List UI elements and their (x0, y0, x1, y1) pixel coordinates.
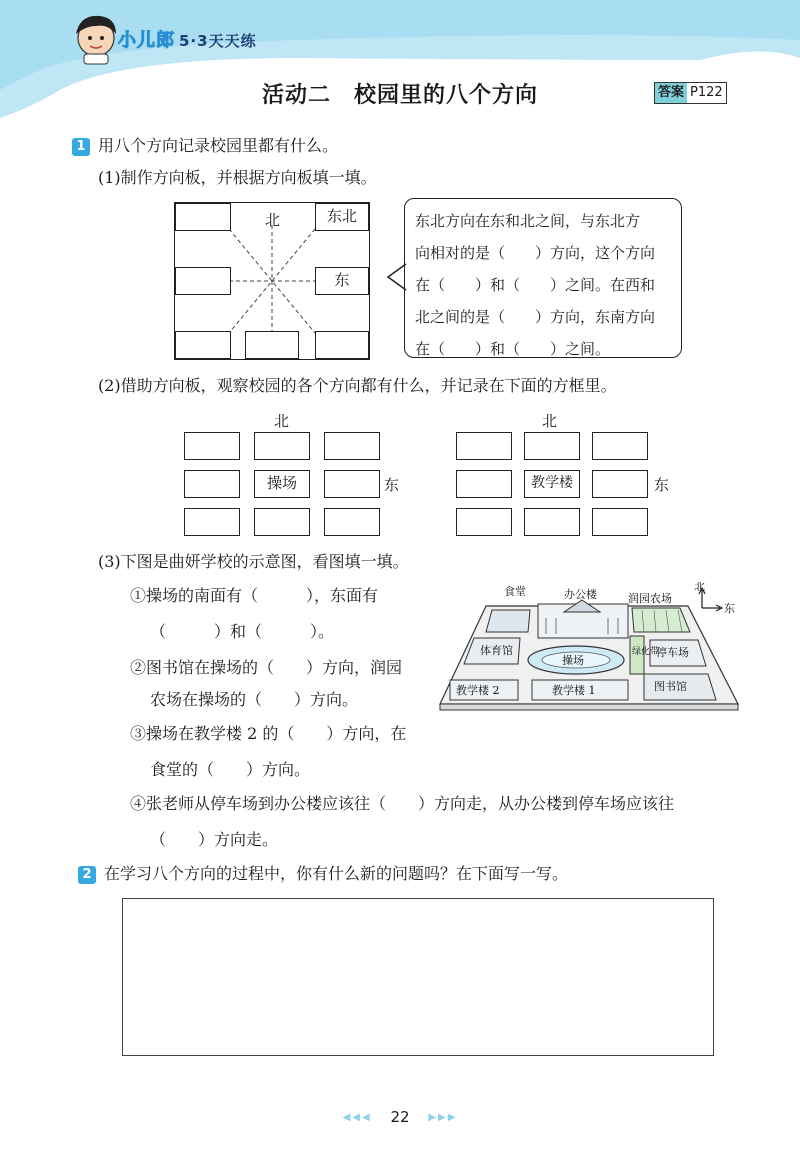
grid2-cell-e[interactable] (592, 470, 648, 498)
board-cell-east: 东 (315, 267, 369, 295)
brand-name: 小儿郎 (118, 30, 175, 51)
school-map-illustration (436, 582, 746, 722)
map-label-teaching-2: 教学楼 2 (456, 684, 500, 697)
bubble-line: 向相对的是（ ）方向，这个方向 (415, 244, 656, 262)
grid1-cell-sw[interactable] (184, 508, 240, 536)
bubble-line: 北之间的是（ ）方向，东南方向 (415, 308, 656, 326)
grid2-cell-n[interactable] (524, 432, 580, 460)
direction-grid-2 (456, 410, 676, 540)
grid2-cell-se[interactable] (592, 508, 648, 536)
grid1-cell-ne[interactable] (324, 432, 380, 460)
grid2-cell-ne[interactable] (592, 432, 648, 460)
grid2-cell-nw[interactable] (456, 432, 512, 460)
page-title: 活动二 校园里的八个方向 (261, 83, 538, 108)
bubble-line: 在（ ）和（ ）之间。 (415, 340, 611, 358)
board-cell-west[interactable] (175, 267, 231, 295)
part3-item-line: ③操场在教学楼 2 的（ ）方向，在 (130, 724, 407, 743)
board-cell-southwest[interactable] (175, 331, 231, 359)
map-compass-north: 北 (694, 582, 705, 593)
question-2-text: 在学习八个方向的过程中，你有什么新的问题吗？在下面写一写。 (104, 864, 569, 883)
question-1-text: 用八个方向记录校园里都有什么。 (98, 136, 339, 155)
map-label-gym: 体育馆 (480, 644, 513, 657)
direction-grid-1 (184, 410, 404, 540)
question-2 (78, 864, 568, 884)
board-label-north: 北 (265, 211, 281, 229)
school-map (436, 582, 746, 722)
fill-in-bubble (404, 198, 682, 358)
map-compass-east: 东 (724, 602, 735, 615)
part3-item-line: 农场在操场的（ ）方向。 (150, 690, 359, 709)
answer-reference (654, 82, 727, 104)
page-number: 22 (390, 1108, 410, 1126)
grid1-cell-n[interactable] (254, 432, 310, 460)
q1-part1-text: (1)制作方向板，并根据方向板填一填。 (98, 168, 377, 187)
bubble-line: 在（ ）和（ ）之间。在西和 (415, 276, 656, 294)
q1-part2-text: (2)借助方向板，观察校园的各个方向都有什么，并记录在下面的方框里。 (98, 376, 617, 395)
map-label-canteen: 食堂 (504, 585, 526, 598)
grid1-cell-w[interactable] (184, 470, 240, 498)
map-label-parking: 停车场 (656, 646, 689, 659)
board-cell-southeast[interactable] (315, 331, 369, 359)
question-1 (72, 136, 338, 156)
direction-board (174, 202, 370, 360)
right-arrows-icon: ▶▶▶ (428, 1112, 458, 1123)
map-label-teaching-1: 教学楼 1 (552, 684, 596, 697)
board-cell-northeast: 东北 (315, 203, 369, 231)
part3-item-line: 食堂的（ ）方向。 (150, 760, 311, 779)
grid1-cell-e[interactable] (324, 470, 380, 498)
map-label-farm: 润园农场 (628, 592, 672, 605)
grid1-cell-s[interactable] (254, 508, 310, 536)
brand-logo (118, 26, 257, 52)
part3-item-line: （ ）和（ ）。 (150, 622, 335, 641)
map-label-greenbelt: 绿化带 (632, 647, 660, 657)
grid2-cell-s[interactable] (524, 508, 580, 536)
map-label-office: 办公楼 (564, 588, 597, 601)
part3-item-line: ④张老师从停车场到办公楼应该往（ ）方向走，从办公楼到停车场应该往 (130, 794, 675, 813)
answer-page: P122 (690, 85, 723, 100)
grid2-cell-w[interactable] (456, 470, 512, 498)
q1-part3-text: (3)下图是曲妍学校的示意图，看图填一填。 (98, 552, 409, 571)
grid2-label-east: 东 (654, 476, 670, 494)
grid2-cell-center: 教学楼 (524, 470, 580, 498)
grid1-cell-se[interactable] (324, 508, 380, 536)
map-label-playground: 操场 (562, 654, 584, 667)
grid1-label-east: 东 (384, 476, 400, 494)
part3-item-line: （ ）方向走。 (150, 830, 279, 849)
grid2-label-north: 北 (542, 412, 558, 430)
answer-writing-box[interactable] (122, 898, 714, 1056)
grid1-cell-center: 操场 (254, 470, 310, 498)
left-arrows-icon: ◀◀◀ (342, 1112, 372, 1123)
map-label-library: 图书馆 (654, 680, 687, 693)
grid1-cell-nw[interactable] (184, 432, 240, 460)
grid2-cell-sw[interactable] (456, 508, 512, 536)
board-cell-northwest[interactable] (175, 203, 231, 231)
part3-item-line: ①操场的南面有（ ），东面有 (130, 586, 379, 605)
answer-label: 答案 (655, 83, 687, 103)
question-number-badge: 1 (72, 138, 90, 156)
board-cell-south[interactable] (245, 331, 299, 359)
part3-item-line: ②图书馆在操场的（ ）方向，润园 (130, 658, 403, 677)
bubble-line: 东北方向在东和北之间，与东北方 (415, 212, 641, 230)
grid1-label-north: 北 (274, 412, 290, 430)
page-footer (0, 1108, 800, 1126)
brand-series: 5·3天天练 (179, 32, 257, 50)
question-number-badge: 2 (78, 866, 96, 884)
